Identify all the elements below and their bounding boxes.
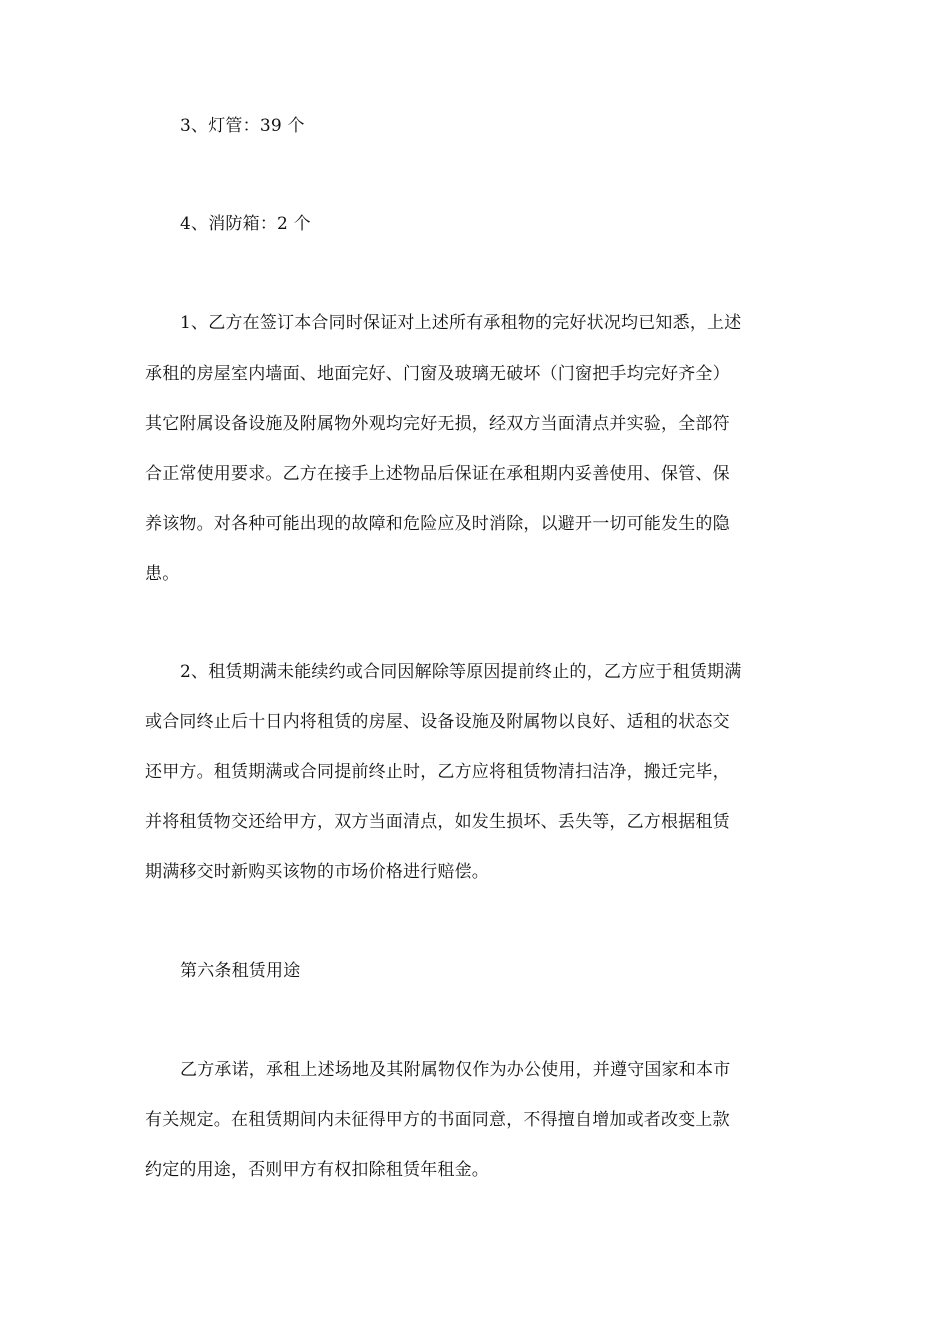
paragraph-line: 患。 <box>145 564 180 584</box>
paragraph-line: 有关规定。在租赁期间内未征得甲方的书面同意，不得擅自增加或者改变上款 <box>145 1110 730 1130</box>
paragraph-line: 还甲方。租赁期满或合同提前终止时，乙方应将租赁物清扫洁净，搬迁完毕， <box>145 762 730 782</box>
article-heading: 第六条租赁用途 <box>180 961 301 981</box>
paragraph-line: 承租的房屋室内墙面、地面完好、门窗及玻璃无破坏（门窗把手均完好齐全） <box>145 364 730 384</box>
paragraph-line: 约定的用途，否则甲方有权扣除租赁年租金。 <box>145 1160 489 1180</box>
paragraph-line: 乙方承诺，承租上述场地及其附属物仅作为办公使用，并遵守国家和本市 <box>180 1060 731 1080</box>
item-light-tubes: 3、灯管：39 个 <box>180 116 305 136</box>
paragraph-line: 2、租赁期满未能续约或合同因解除等原因提前终止的，乙方应于租赁期满 <box>180 662 742 682</box>
paragraph-line: 其它附属设备设施及附属物外观均完好无损，经双方当面清点并实验，全部符 <box>145 414 730 434</box>
item-fire-boxes: 4、消防箱：2 个 <box>180 214 311 234</box>
paragraph-line: 合正常使用要求。乙方在接手上述物品后保证在承租期内妥善使用、保管、保 <box>145 464 730 484</box>
paragraph-line: 并将租赁物交还给甲方，双方当面清点，如发生损坏、丢失等，乙方根据租赁 <box>145 812 730 832</box>
paragraph-line: 养该物。对各种可能出现的故障和危险应及时消除，以避开一切可能发生的隐 <box>145 514 730 534</box>
paragraph-line: 1、乙方在签订本合同时保证对上述所有承租物的完好状况均已知悉，上述 <box>180 313 742 333</box>
paragraph-line: 期满移交时新购买该物的市场价格进行赔偿。 <box>145 862 489 882</box>
paragraph-line: 或合同终止后十日内将租赁的房屋、设备设施及附属物以良好、适租的状态交 <box>145 712 730 732</box>
